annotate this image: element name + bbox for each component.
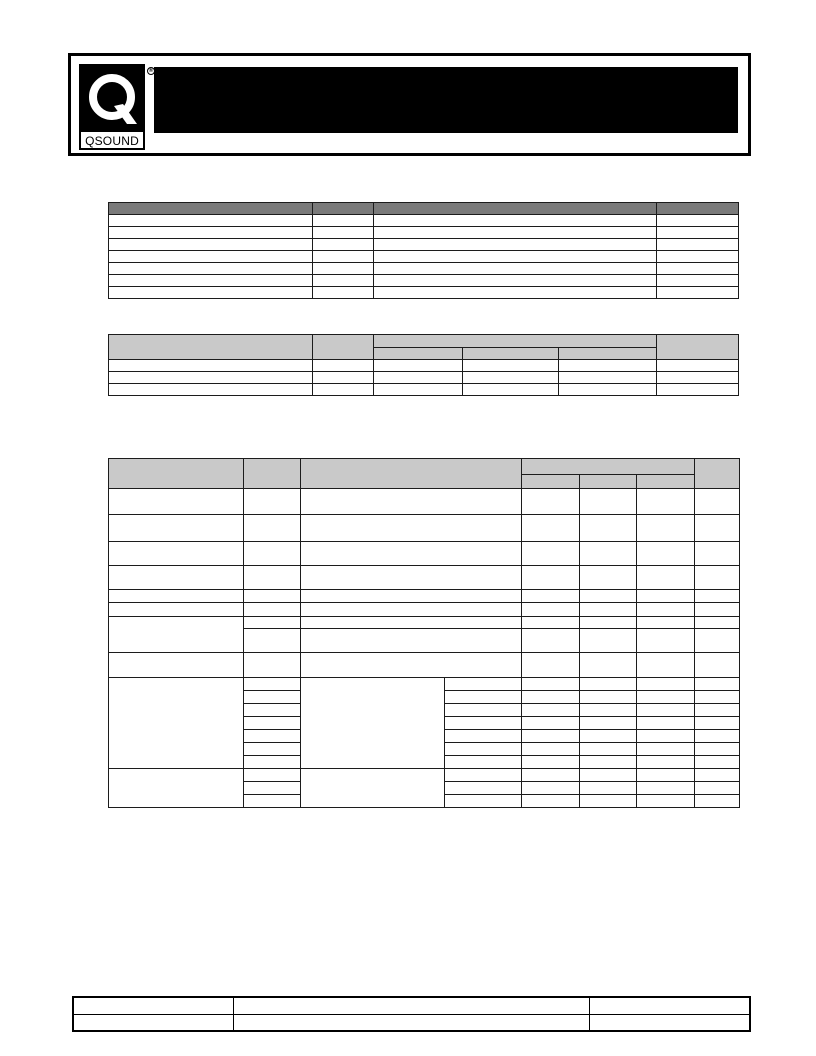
table-row [109,678,740,691]
table-cell [522,769,580,782]
table-cell [522,489,580,515]
table-cell [445,782,522,795]
table-cell [301,629,522,653]
table-cell [244,590,301,603]
table-cell [109,384,313,396]
header-cell [313,203,374,215]
header-cell [109,335,313,360]
table-row [109,275,739,287]
logo-wordmark: QSOUND [85,134,139,148]
table-cell [313,384,374,396]
table-cell [301,678,445,769]
table-cell [580,678,637,691]
table-cell [695,653,740,678]
table-cell [695,730,740,743]
table-cell [244,603,301,617]
table-cell [657,215,739,227]
table-cell [695,756,740,769]
table-cell [637,691,695,704]
header-cell [522,475,580,489]
table-cell [522,542,580,566]
table-cell [580,515,637,542]
table-cell [109,566,244,590]
table-cell [463,384,559,396]
table-cell [637,769,695,782]
table-cell [637,590,695,603]
table-cell [695,691,740,704]
table-cell [244,678,301,691]
table-cell [109,360,313,372]
table-cell [244,782,301,795]
table-cell [657,360,739,372]
table-cell [244,691,301,704]
table-cell [374,384,463,396]
table-cell [637,617,695,629]
table-cell [301,542,522,566]
table-cell [445,704,522,717]
table-cell [657,227,739,239]
table-cell [637,489,695,515]
header-cell [657,203,739,215]
table-cell [695,743,740,756]
table-cell [695,603,740,617]
table-cell [580,691,637,704]
table-row [109,384,739,396]
table-cell [522,717,580,730]
table-row [109,372,739,384]
table-cell [522,782,580,795]
table-cell [313,263,374,275]
table-cell [109,287,313,299]
table-cell [313,227,374,239]
table-cell [109,515,244,542]
table-cell [244,730,301,743]
table-cell [301,769,445,808]
header-cell [374,335,657,348]
table-cell [244,653,301,678]
table-cell [313,287,374,299]
table-cell [522,704,580,717]
table-cell [695,704,740,717]
table-cell [657,287,739,299]
table-row [109,542,740,566]
table-cell [374,263,657,275]
table-cell [580,566,637,590]
table-cell [657,263,739,275]
registered-mark: ® [148,68,154,74]
table-cell [445,730,522,743]
table-header-row [109,459,740,475]
table-cell [109,653,244,678]
table-cell [109,215,313,227]
table-cell [301,653,522,678]
table-row [109,515,740,542]
table-cell [695,769,740,782]
table-row [109,287,739,299]
table-cell [522,795,580,808]
header-cell [580,475,637,489]
table-cell [301,566,522,590]
header-cell [637,475,695,489]
table-cell [244,629,301,653]
table-cell [580,795,637,808]
header-cell [559,347,657,360]
table-cell [695,590,740,603]
table-cell [374,239,657,251]
table-recommended-conditions [108,334,739,396]
table-cell [695,566,740,590]
table-cell [637,603,695,617]
table-cell [580,782,637,795]
table-row [109,566,740,590]
table-cell [109,603,244,617]
table-cell [109,251,313,263]
table-cell [109,590,244,603]
table-cell [445,756,522,769]
table-cell [244,795,301,808]
table-cell [244,704,301,717]
footer-row [73,997,750,1015]
footer-cell [233,1015,589,1032]
table-row [109,263,739,275]
table-cell [580,704,637,717]
table-row [109,239,739,251]
header-cell [463,347,559,360]
table-cell [522,515,580,542]
table-cell [445,769,522,782]
title-bar [154,67,738,133]
table-cell [313,275,374,287]
table-cell [244,743,301,756]
table-cell [313,215,374,227]
table-cell [695,515,740,542]
table-cell [637,795,695,808]
table-cell [522,691,580,704]
table-cell [244,617,301,629]
qsound-logo [79,64,145,150]
table-cell [313,239,374,251]
header-cell [109,459,244,489]
table-cell [374,251,657,263]
table-cell [109,275,313,287]
table-cell [580,769,637,782]
table-cell [522,617,580,629]
table-cell [374,372,463,384]
table-cell [301,590,522,603]
table-cell [109,489,244,515]
table-cell [695,717,740,730]
table-cell [695,542,740,566]
footer-cell [589,1015,750,1032]
table-cell [445,743,522,756]
table-row [109,360,739,372]
table-electrical-characteristics [108,458,740,808]
table-cell [445,717,522,730]
table-cell [637,717,695,730]
table-cell [657,384,739,396]
table-cell [522,730,580,743]
table-header-row [109,203,739,215]
table-absolute-ratings [108,202,739,299]
table-cell [374,360,463,372]
table-cell [109,372,313,384]
table-cell [463,360,559,372]
table-cell [522,590,580,603]
table-row [109,617,740,629]
table-cell [580,653,637,678]
table-cell [244,717,301,730]
table-cell [463,372,559,384]
table-cell [580,756,637,769]
table-cell [695,617,740,629]
table-row [109,653,740,678]
footer-cell [233,997,589,1015]
table-cell [580,743,637,756]
table-cell [580,603,637,617]
table-row [109,489,740,515]
table-cell [580,717,637,730]
table-cell [109,227,313,239]
table-cell [637,756,695,769]
table-cell [637,542,695,566]
table-row [109,769,740,782]
table-row [109,603,740,617]
table-cell [522,566,580,590]
header-cell [374,347,463,360]
table-cell [559,372,657,384]
table-cell [637,653,695,678]
table-cell [522,756,580,769]
table-cell [374,287,657,299]
footer-row [73,1015,750,1032]
table-cell [374,275,657,287]
table-cell [374,227,657,239]
table-cell [657,239,739,251]
table-cell [580,590,637,603]
table-cell [109,542,244,566]
table-cell [109,263,313,275]
table-cell [313,372,374,384]
footer-cell [73,997,233,1015]
table-cell [637,730,695,743]
table-cell [109,678,244,769]
table-cell [522,678,580,691]
table-cell [313,251,374,263]
table-cell [695,678,740,691]
table-cell [374,215,657,227]
table-cell [637,743,695,756]
table-cell [313,360,374,372]
table-cell [244,489,301,515]
table-cell [244,542,301,566]
table-cell [580,489,637,515]
table-cell [637,782,695,795]
table-cell [301,603,522,617]
table-cell [695,629,740,653]
table-cell [580,542,637,566]
table-cell [445,691,522,704]
table-cell [657,275,739,287]
footer-cell [589,997,750,1015]
table-cell [637,704,695,717]
table-cell [637,629,695,653]
table-cell [637,515,695,542]
table-cell [559,360,657,372]
table-cell [301,617,522,629]
table-cell [559,384,657,396]
table-row [109,215,739,227]
table-cell [637,678,695,691]
table-row [109,590,740,603]
header-cell [374,203,657,215]
table-cell [522,653,580,678]
header-cell [695,459,740,489]
table-cell [244,756,301,769]
table-cell [522,743,580,756]
table-row [109,251,739,263]
table-cell [695,795,740,808]
header-cell [109,203,313,215]
table-cell [244,769,301,782]
table-cell [695,489,740,515]
table-cell [637,566,695,590]
table-cell [109,769,244,808]
table-cell [657,251,739,263]
q-letter-icon [81,66,143,132]
header-cell [244,459,301,489]
table-cell [580,629,637,653]
table-cell [522,629,580,653]
table-header-row [109,335,739,348]
table-cell [301,515,522,542]
header-cell [313,335,374,360]
table-cell [580,730,637,743]
table-cell [301,489,522,515]
footer-table [72,996,751,1032]
header-cell [301,459,522,489]
table-cell [244,515,301,542]
table-cell [445,795,522,808]
table-row [109,227,739,239]
table-cell [657,372,739,384]
header-cell [657,335,739,360]
table-cell [580,617,637,629]
table-cell [522,603,580,617]
table-cell [244,566,301,590]
table-cell [109,617,244,653]
header-cell [522,459,695,475]
table-cell [109,239,313,251]
table-cell [445,678,522,691]
table-cell [695,782,740,795]
footer-cell [73,1015,233,1032]
